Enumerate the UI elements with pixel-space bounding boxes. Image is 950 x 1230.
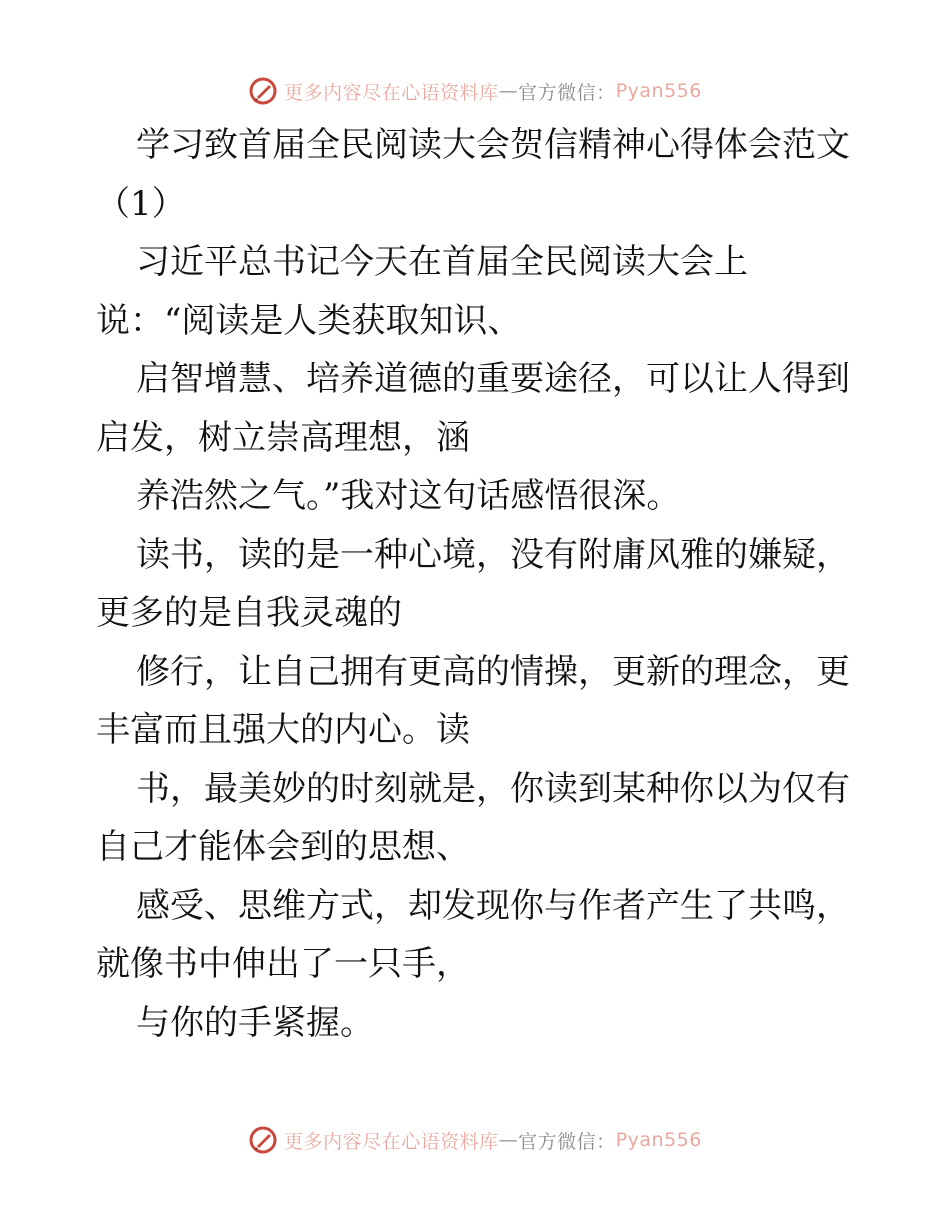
pen-logo-icon: [248, 76, 278, 106]
paragraph-line: 养浩然之气。”我对这句话感悟很深。: [136, 476, 681, 516]
footer-banner: [0, 1120, 950, 1160]
banner-wechat-label: 官方微信：: [518, 81, 616, 104]
banner-wechat-label: 官方微信：: [518, 1130, 616, 1153]
banner-main-text: 更多内容尽在心语资料库: [284, 81, 499, 104]
paragraph-line: 习近平总书记今天在首届全民阅读大会上: [136, 242, 748, 282]
document-title-suffix: （1）: [96, 183, 186, 224]
banner-wechat-account: Pyan556: [615, 1129, 702, 1151]
header-banner: [0, 71, 950, 111]
banner-wechat-account: Pyan556: [615, 80, 702, 102]
paragraph-line: 启发，树立崇高理想，涵: [96, 417, 470, 458]
paragraph-line: 修行，让自己拥有更高的情操，更新的理念，更: [136, 651, 850, 692]
banner-separator: —: [498, 80, 519, 102]
paragraph-line: 读书，读的是一种心境，没有附庸风雅的嫌疑，: [136, 534, 850, 575]
paragraph-line: 感受、思维方式，却发现你与作者产生了共鸣，: [136, 885, 850, 926]
paragraph-line: 与你的手紧握。: [136, 1002, 374, 1043]
paragraph-line: 丰富而且强大的内心。读: [96, 710, 470, 750]
banner-separator: —: [498, 1129, 519, 1151]
document-title: 学习致首届全民阅读大会贺信精神心得体会范文: [136, 125, 850, 165]
banner-main-text: 更多内容尽在心语资料库: [284, 1130, 499, 1153]
paragraph-line: 说：“阅读是人类获取知识、: [96, 300, 522, 341]
paragraph-line: 自己才能体会到的思想、: [96, 827, 470, 867]
paragraph-line: 更多的是自我灵魂的: [96, 593, 402, 633]
pen-logo-icon: [248, 1125, 278, 1155]
document-body: [96, 116, 856, 1052]
paragraph-line: 书，最美妙的时刻就是，你读到某种你以为仅有: [136, 768, 850, 809]
paragraph-line: 启智增慧、培养道德的重要途径，可以让人得到: [136, 359, 850, 399]
paragraph-line: 就像书中伸出了一只手，: [96, 944, 470, 984]
